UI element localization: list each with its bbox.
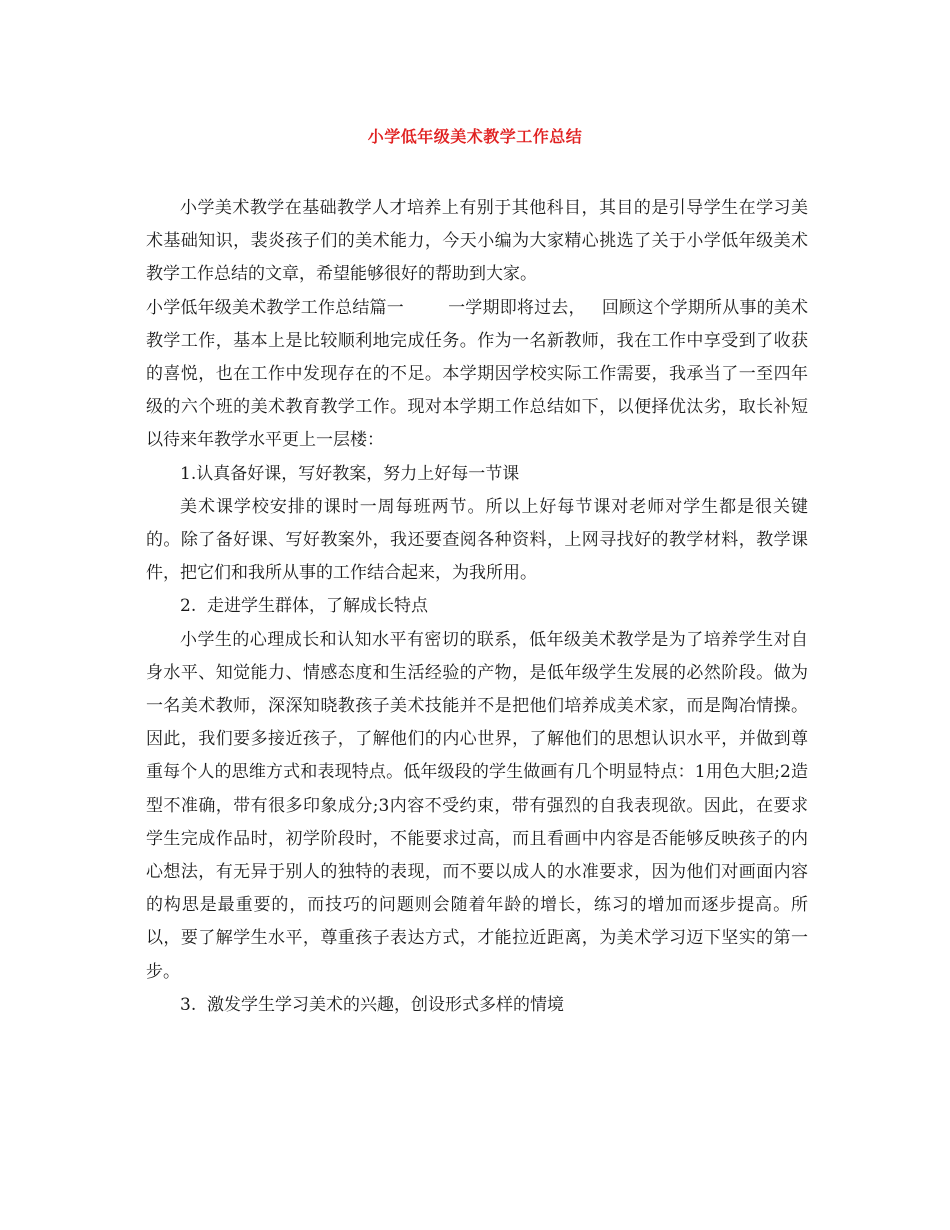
section-heading-3: 3. 激发学生学习美术的兴趣，创设形式多样的情境 <box>180 994 565 1015</box>
section-heading-2: 2. 走进学生群体，了解成长特点 <box>180 596 429 617</box>
section-text-2: 小学生的心理成长和认知水平有密切的联系，低年级美术教学是为了培养学生对自身水平、知觉能力、情感态度和生活经验的产物，是低年级学生发展的必然阶段。做为一名美术教师，深深知晓教孩子美术技能并不是把他们培养成美术家，而是陶冶情操。因此，我们要多接近孩子，了解他们的内心世界，了解他们的思想认识水平，并做到尊重每个人的思维方式和表现特点。低年级段的学生做画有几个明显特点：1用色大胆;2造型不准确，带有很多印象成分;3内容不受约束，带有强烈的自我表现欲。因此，在要求学生完成作品时，初学阶段时，不能要求过高，而且看画中内容是否能够反映孩子的内心想法，有无异于别人的独特的表现，而不要以成人的水准要求，因为他们对画面内容的构思是最重要的，而技巧的问题则会随着年龄的增长，练习的增加而逐步提高。所以，要了解学生水平，尊重孩子表达方式，才能拉近距离，为美术学习迈下坚实的第一步。 <box>146 629 808 982</box>
intro-paragraph: 小学美术教学在基础教学人才培养上有别于其他科目，其目的是引导学生在学习美术基础知识，裴炎孩子们的美术能力，今天小编为大家精心挑选了关于小学低年级美术教学工作总结的文章，希望能够很好的帮助到大家。 <box>146 198 808 285</box>
part-lead-a: 一学期即将过去， <box>447 297 586 318</box>
document-body <box>146 192 808 1022</box>
part-paragraph <box>146 292 808 458</box>
part-heading: 小学低年级美术教学工作总结篇一 <box>146 297 404 318</box>
document-title: 小学低年级美术教学工作总结 <box>367 127 583 146</box>
part-lead-b: 回顾这个学期所从事的美术教学工作，基本上是比较顺利地完成任务。作为一名新教师，我在工作中享受到了收获的喜悦，也在工作中发现存在的不足。本学期因学校实际工作需要，我承当了一至四年级的六个班的美术教育教学工作。现对本学期工作总结如下，以便择优汰劣，取长补短以待来年教学水平更上一层楼： <box>146 297 809 451</box>
section-heading-1: 1.认真备好课，写好教案，努力上好每一节课 <box>180 463 520 484</box>
section-text-1: 美术课学校安排的课时一周每班两节。所以上好每节课对老师对学生都是很关键的。除了备好课、写好教案外，我还要查阅各种资料，上网寻找好的教学材料，教学课件，把它们和我所从事的工作结合起来，为我所用。 <box>146 496 808 584</box>
